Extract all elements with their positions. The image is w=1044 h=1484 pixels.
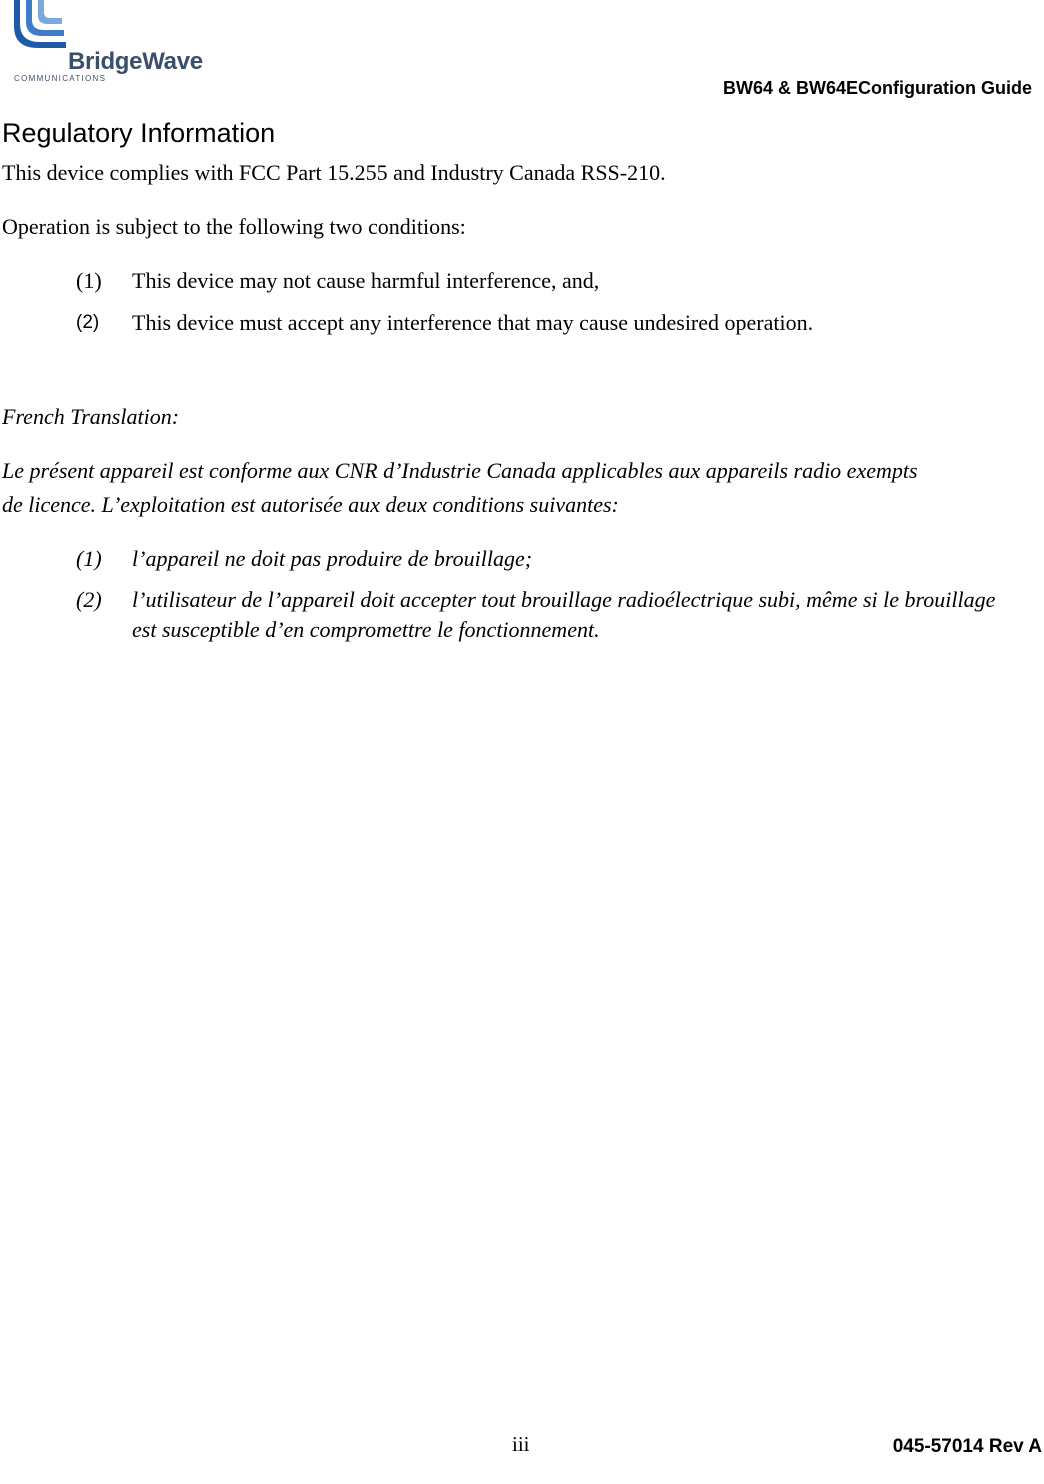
condition-text: l’appareil ne doit pas produire de brouillage; — [132, 546, 533, 571]
condition-text: This device may not cause harmful interference, and, — [132, 268, 600, 293]
document-number: 045-57014 Rev A — [892, 1436, 1042, 1457]
condition-number: (1) — [76, 546, 102, 571]
bridgewave-logo — [8, 0, 208, 92]
condition-number: (2) — [76, 587, 102, 612]
logo-wordmark: BridgeWave — [68, 48, 203, 75]
compliance-statement: This device complies with FCC Part 15.255 and Industry Canada RSS-210. — [2, 160, 666, 185]
french-translation-label: French Translation: — [2, 404, 180, 429]
condition-text: This device must accept any interference that may cause undesired operation. — [132, 310, 814, 335]
condition-number: (2) — [76, 312, 100, 333]
french-paragraph-line: Le présent appareil est conforme aux CNR d’Industrie Canada applicables aux appareils radio exempts — [2, 458, 918, 483]
condition-number: (1) — [76, 268, 102, 293]
page-title: Regulatory Information — [2, 118, 276, 149]
bridgewave-mark-icon — [12, 0, 72, 52]
logo-tagline: COMMUNICATIONS — [14, 74, 107, 83]
document-title: BW64 & BW64EConfiguration Guide — [722, 78, 1032, 98]
french-paragraph-line: de licence. L’exploitation est autorisée aux deux conditions suivantes: — [2, 492, 619, 517]
condition-text: l’utilisateur de l’appareil doit accepter tout brouillage radioélectrique subi, même si le brouillage est susceptible d’en compromettre le fonctionnement. — [132, 587, 996, 642]
page-number: iii — [512, 1432, 530, 1456]
conditions-intro: Operation is subject to the following two conditions: — [2, 214, 466, 239]
